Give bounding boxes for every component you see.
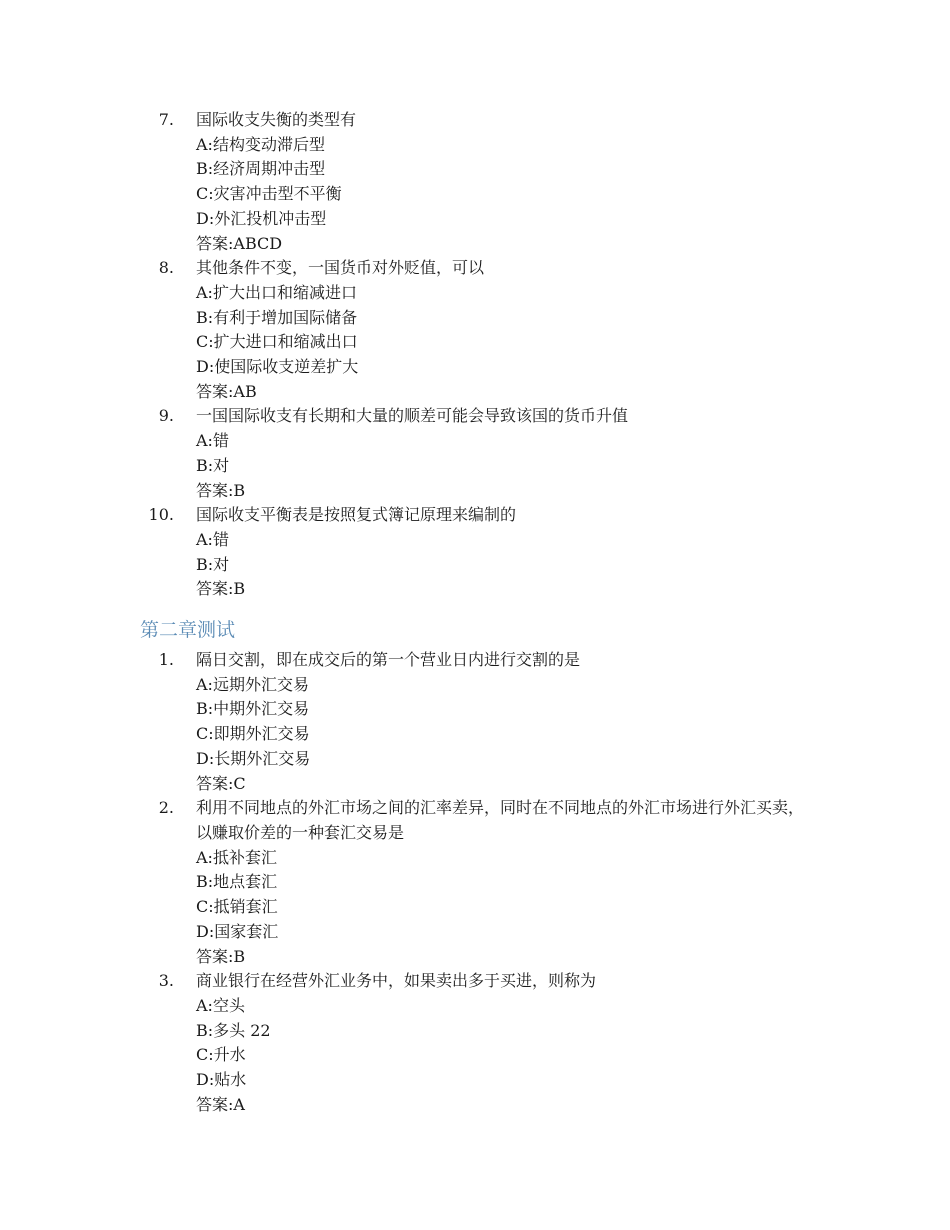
question-item (0, 796, 950, 969)
question-item (0, 404, 950, 503)
question-row (0, 648, 950, 673)
question-item (0, 503, 950, 602)
question-number: 2. (158, 798, 174, 818)
answer-option: A:结构变动滞后型 (196, 134, 325, 154)
question-number: 9. (158, 406, 174, 426)
answer-option: A:错 (196, 431, 229, 451)
question-row (0, 256, 950, 281)
question-number: 8. (158, 258, 174, 278)
question-item (0, 969, 950, 1117)
chapter-section (0, 616, 950, 1117)
answer-option: C:升水 (196, 1045, 246, 1065)
answer-option: A:远期外汇交易 (196, 674, 309, 694)
answer-key: 答案:B (196, 946, 246, 966)
question-number: 3. (158, 971, 174, 991)
question-row (0, 503, 950, 528)
question-text: 利用不同地点的外汇市场之间的汇率差异，同时在不同地点的外汇市场进行外汇买卖，以赚取价差的一种套汇交易是 (196, 798, 805, 842)
chapter-heading: 第二章测试 (140, 619, 236, 642)
answer-option: D:长期外汇交易 (196, 748, 311, 768)
answer-option: D:使国际收支逆差扩大 (196, 357, 359, 377)
answer-key: 答案:AB (196, 381, 257, 401)
answer-option: B:地点套汇 (196, 872, 278, 892)
answer-option: C:灾害冲击型不平衡 (196, 184, 342, 204)
answer-key: 答案:ABCD (196, 233, 283, 253)
question-text: 一国国际收支有长期和大量的顺差可能会导致该国的货币升值 (196, 406, 629, 426)
answer-option: D:外汇投机冲击型 (196, 208, 327, 228)
answer-option: A:错 (196, 529, 229, 549)
question-text: 国际收支失衡的类型有 (196, 110, 357, 129)
question-text: 其他条件不变，一国货币对外贬值，可以 (196, 258, 485, 278)
answer-option: A:空头 (196, 995, 245, 1015)
question-row (0, 796, 950, 845)
question-number: 10. (148, 505, 174, 525)
question-item (0, 648, 950, 796)
question-row (0, 108, 950, 133)
answer-key: 答案:A (196, 1094, 245, 1114)
answer-key: 答案:B (196, 579, 246, 599)
answer-option: B:有利于增加国际储备 (196, 307, 358, 327)
question-item (0, 108, 950, 256)
question-row (0, 969, 950, 994)
answer-option: D:国家套汇 (196, 921, 279, 941)
answer-option: C:扩大进口和缩减出口 (196, 332, 358, 352)
document-body (0, 108, 950, 1117)
question-text: 隔日交割，即在成交后的第一个营业日内进行交割的是 (196, 650, 581, 670)
chapter-section (0, 108, 950, 602)
question-number: 7. (158, 110, 174, 129)
answer-option: C:即期外汇交易 (196, 724, 310, 744)
answer-option: B:多头 22 (196, 1020, 271, 1040)
question-number: 1. (158, 650, 174, 670)
question-row (0, 404, 950, 429)
question-text: 商业银行在经营外汇业务中，如果卖出多于买进，则称为 (196, 971, 597, 991)
answer-option: B:对 (196, 554, 230, 574)
answer-key: 答案:C (196, 773, 246, 793)
answer-key: 答案:B (196, 480, 246, 500)
question-text: 国际收支平衡表是按照复式簿记原理来编制的 (196, 505, 517, 525)
answer-option: B:中期外汇交易 (196, 699, 310, 719)
answer-option: C:抵销套汇 (196, 897, 278, 917)
answer-option: A:抵补套汇 (196, 847, 277, 867)
question-item (0, 256, 950, 404)
answer-option: A:扩大出口和缩减进口 (196, 282, 357, 302)
answer-option: B:经济周期冲击型 (196, 159, 326, 179)
answer-option: D:贴水 (196, 1070, 247, 1090)
answer-option: B:对 (196, 455, 230, 475)
